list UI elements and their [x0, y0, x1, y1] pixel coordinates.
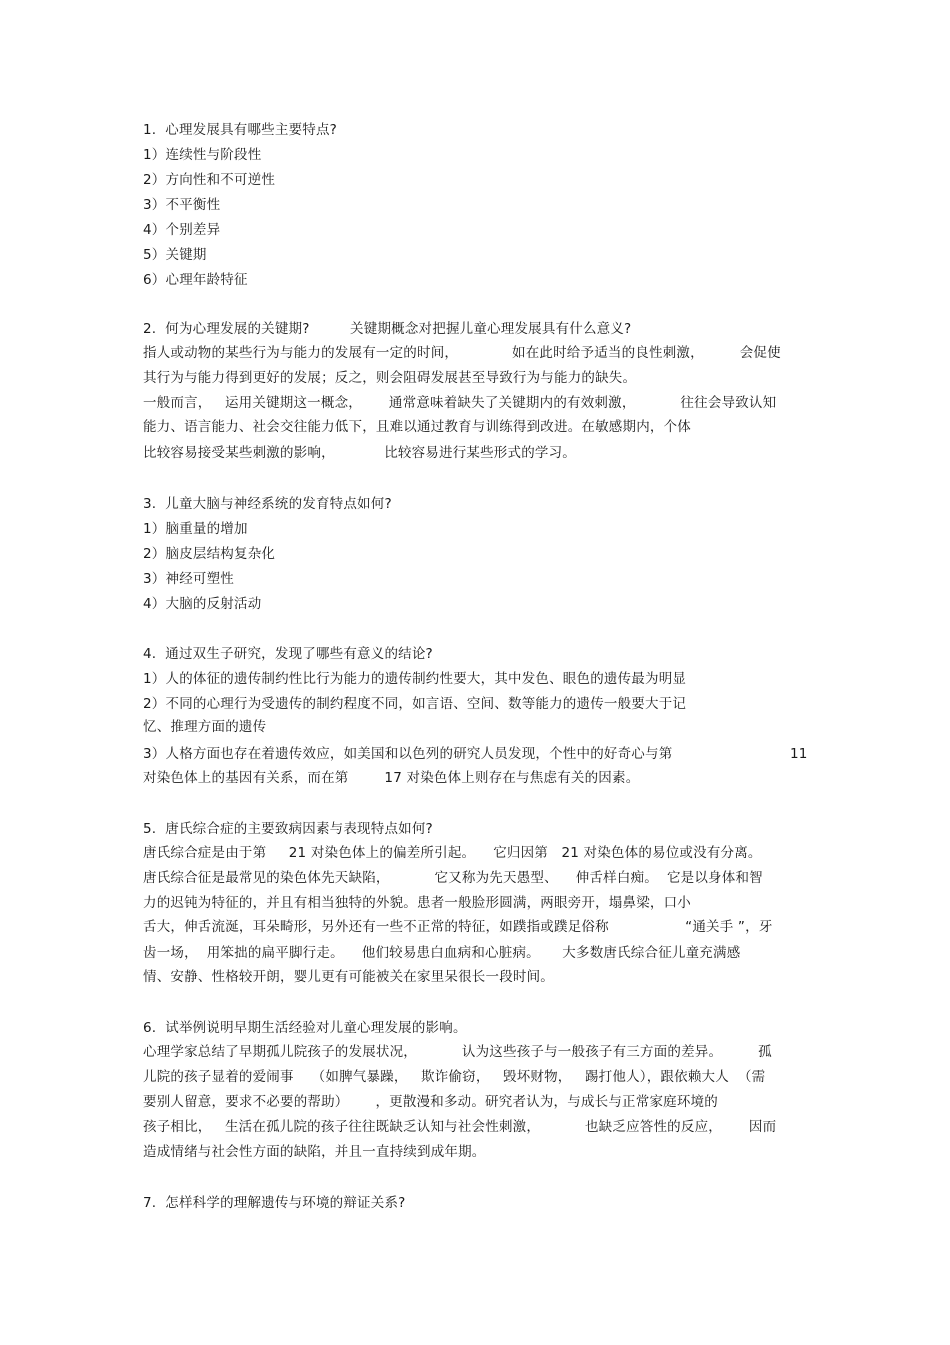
question-3-item: 1）脑重量的增加	[143, 521, 248, 537]
question-6-answer-line: 孩子相比， 生活在孤儿院的孩子往往既缺乏认知与社会性刺激， 也缺乏应答性的反应， 因而	[143, 1119, 777, 1135]
question-4-answer-line: 1）人的体征的遗传制约性比行为能力的遗传制约性要大，其中发色、眼色的遗传最为明显	[143, 671, 687, 687]
question-4-title: 4. 通过双生子研究，发现了哪些有意义的结论?	[143, 646, 433, 662]
question-5-answer-line: 情、安静、性格较开朗，婴儿更有可能被关在家里呆很长一段时间。	[143, 969, 554, 985]
question-2-answer-line: 比较容易接受某些刺激的影响， 比较容易进行某些形式的学习。	[143, 445, 577, 461]
question-4-answer-line: 2）不同的心理行为受遗传的制约程度不同，如言语、空间、数等能力的遗传一般要大于记	[143, 696, 687, 712]
question-5-answer-line: 唐氏综合征是最常见的染色体先天缺陷， 它又称为先天愚型、 伸舌样白痴。 它是以身体和智	[143, 870, 763, 886]
question-1-item: 1）连续性与阶段性	[143, 147, 262, 163]
question-1-item: 4）个别差异	[143, 222, 221, 238]
question-3-item: 2）脑皮层结构复杂化	[143, 546, 276, 562]
question-1-title: 1. 心理发展具有哪些主要特点?	[143, 122, 338, 138]
question-3-item: 3）神经可塑性	[143, 571, 234, 587]
question-4-answer-line: 对染色体上的基因有关系，而在第 17 对染色体上则存在与焦虑有关的因素。	[143, 770, 640, 786]
question-4-answer-line: 3）人格方面也存在着遗传效应，如美国和以色列的研究人员发现，个性中的好奇心与第	[143, 746, 673, 762]
question-2-answer-line: 其行为与能力得到更好的发展；反之，则会阻碍发展甚至导致行为与能力的缺失。	[143, 370, 637, 386]
question-5-answer-line: 齿一场， 用笨拙的扁平脚行走。 他们较易患白血病和心脏病。 大多数唐氏综合征儿童充满感	[143, 945, 741, 961]
question-5-answer-line: 唐氏综合症是由于第 21 对染色体上的偏差所引起。 它归因第 21 对染色体的易位或没有分离。	[143, 845, 762, 861]
question-6-answer-line: 造成情绪与社会性方面的缺陷，并且一直持续到成年期。	[143, 1144, 486, 1160]
question-6-answer-line: 要别人留意，要求不必要的帮助） ，更散漫和多动。研究者认为，与成长与正常家庭环境的	[143, 1094, 718, 1110]
question-1-item: 2）方向性和不可逆性	[143, 172, 276, 188]
question-5-answer-line: 力的迟钝为特征的，并且有相当独特的外貌。患者一般脸形圆满，两眼旁开，塌鼻梁，口小	[143, 895, 691, 911]
question-1-item: 5）关键期	[143, 247, 207, 263]
question-3-item: 4）大脑的反射活动	[143, 596, 262, 612]
question-5-title: 5. 唐氏综合症的主要致病因素与表现特点如何?	[143, 821, 433, 837]
question-4-chromosome-number: 11	[790, 746, 808, 762]
question-1-item: 6）心理年龄特征	[143, 272, 248, 288]
question-4-answer-line: 忆、推理方面的遗传	[143, 719, 267, 735]
question-2-title: 2. 何为心理发展的关键期? 关键期概念对把握儿童心理发展具有什么意义?	[143, 321, 632, 337]
question-6-title: 6. 试举例说明早期生活经验对儿童心理发展的影响。	[143, 1020, 467, 1036]
question-3-title: 3. 儿童大脑与神经系统的发育特点如何?	[143, 496, 392, 512]
question-7-title: 7. 怎样科学的理解遗传与环境的辩证关系?	[143, 1195, 406, 1211]
question-6-answer-line: 儿院的孩子显着的爱闹事 （如脾气暴躁， 欺诈偷窃， 毁坏财物， 踢打他人），跟依赖大人 （需	[143, 1069, 766, 1085]
question-2-answer-line: 一般而言， 运用关键期这一概念， 通常意味着缺失了关键期内的有效刺激， 往往会导致认知	[143, 395, 777, 411]
question-1-item: 3）不平衡性	[143, 197, 221, 213]
question-2-answer-line: 指人或动物的某些行为与能力的发展有一定的时间， 如在此时给予适当的良性刺激， 会促使	[143, 345, 781, 361]
question-5-answer-line: 舌大，伸舌流涎，耳朵畸形，另外还有一些不正常的特征，如蹼指或蹼足俗称 “通关手 ”，牙	[143, 919, 773, 935]
question-2-answer-line: 能力、语言能力、社会交往能力低下，且难以通过教育与训练得到改进。在敏感期内，个体	[143, 419, 691, 435]
question-6-answer-line: 心理学家总结了早期孤儿院孩子的发展状况， 认为这些孩子与一般孩子有三方面的差异。 孤	[143, 1044, 772, 1060]
